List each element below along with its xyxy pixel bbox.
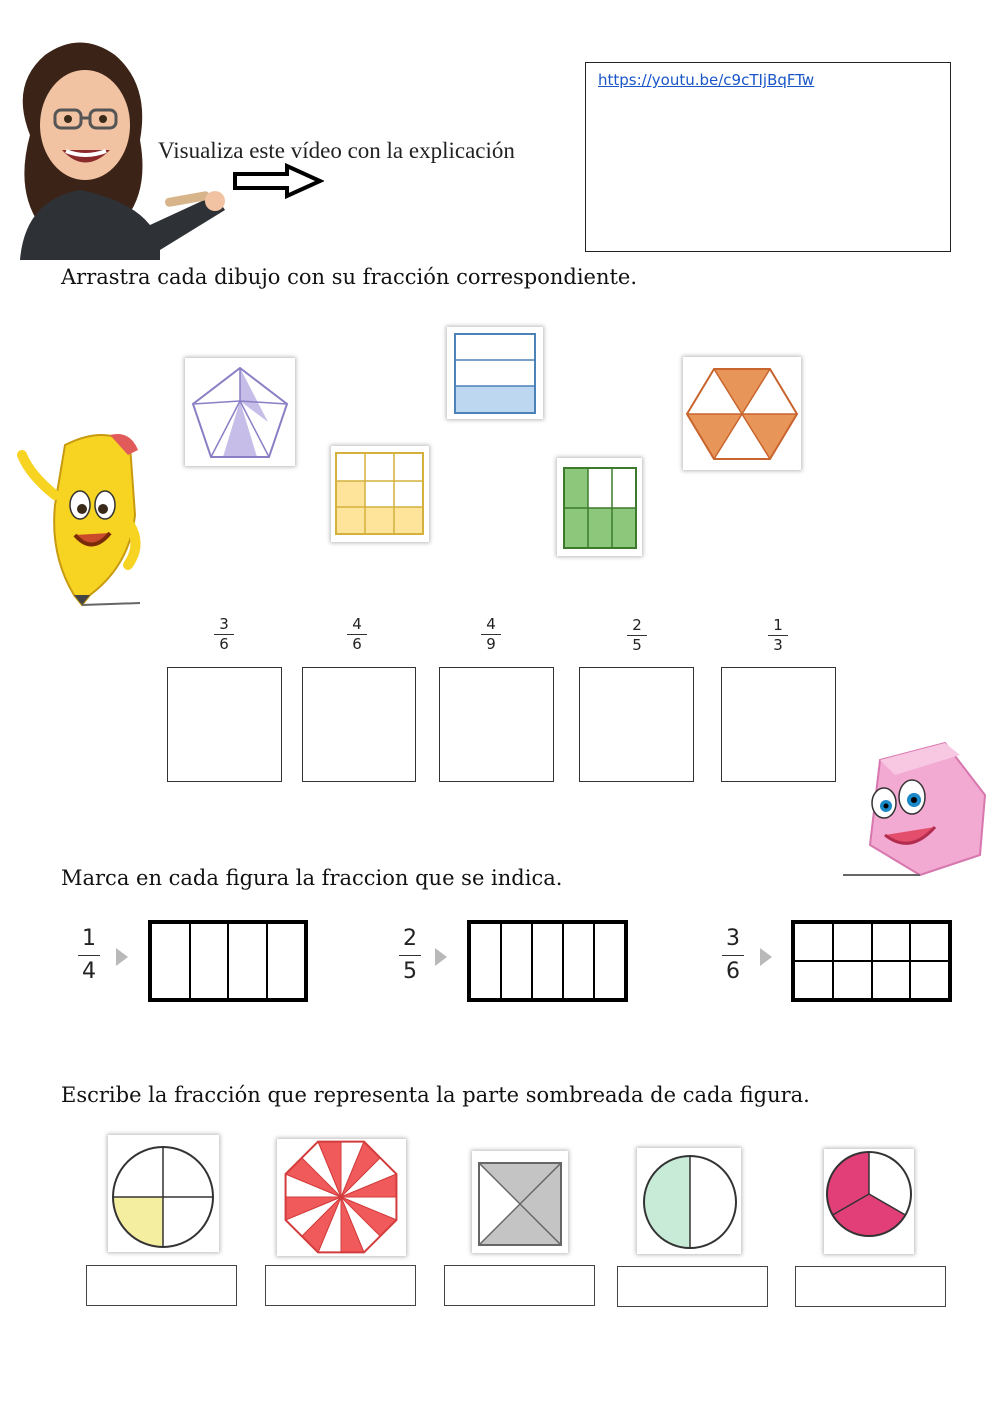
answer-input[interactable] (795, 1266, 946, 1307)
intro-text: Visualiza este vídeo con la explicación (158, 138, 515, 163)
section3-instruction: Escribe la fracción que representa la parte sombreada de cada figura. (61, 1083, 810, 1107)
shaded-figure-circle-halves (637, 1148, 741, 1254)
target-fraction: 1 3 (763, 618, 793, 653)
mark-cell[interactable] (228, 923, 267, 999)
shaded-figure-circle-thirds (824, 1149, 914, 1254)
mark-cell[interactable] (267, 923, 306, 999)
mark-figure[interactable] (148, 920, 308, 1002)
pointer-triangle-icon (116, 948, 128, 966)
mark-cell[interactable] (833, 961, 872, 999)
drop-zone[interactable] (439, 667, 554, 782)
drag-figure-rectangle-thirds[interactable] (447, 327, 543, 419)
target-fraction: 4 9 (476, 617, 506, 652)
shaded-figure-square (472, 1151, 568, 1253)
mark-cell[interactable] (910, 923, 949, 961)
mark-cell[interactable] (470, 923, 501, 999)
drop-zone[interactable] (579, 667, 694, 782)
drop-zone[interactable] (302, 667, 416, 782)
shaded-figure-circle-quarters (108, 1135, 219, 1252)
section2-instruction: Marca en cada figura la fraccion que se indica. (61, 866, 563, 890)
pointer-triangle-icon (760, 948, 772, 966)
mark-cell[interactable] (594, 923, 625, 999)
mark-cell[interactable] (501, 923, 532, 999)
drop-zone[interactable] (167, 667, 282, 782)
drop-zone[interactable] (721, 667, 836, 782)
shaded-figure-octagon (277, 1139, 406, 1256)
mark-cell[interactable] (910, 961, 949, 999)
answer-input[interactable] (617, 1266, 768, 1307)
mark-cell[interactable] (794, 923, 833, 961)
mark-cell[interactable] (794, 961, 833, 999)
mark-fraction: 2 5 (395, 928, 425, 983)
section1-instruction: Arrastra cada dibujo con su fracción correspondiente. (61, 265, 638, 289)
pencil-mascot (10, 415, 145, 610)
answer-input[interactable] (265, 1265, 416, 1306)
mark-cell[interactable] (563, 923, 594, 999)
mark-figure[interactable] (791, 920, 952, 1002)
drag-figure-grid-3x3[interactable] (331, 446, 429, 542)
eraser-mascot (840, 735, 990, 880)
mark-cell[interactable] (190, 923, 229, 999)
pointer-triangle-icon (435, 948, 447, 966)
target-fraction: 3 6 (209, 617, 239, 652)
right-arrow-icon (232, 163, 324, 199)
mark-cell[interactable] (872, 923, 911, 961)
mark-cell[interactable] (151, 923, 190, 999)
mark-fraction: 3 6 (718, 928, 748, 983)
target-fraction: 2 5 (622, 618, 652, 653)
video-link[interactable]: https://youtu.be/c9cTIjBqFTw (598, 71, 815, 89)
mark-cell[interactable] (833, 923, 872, 961)
mark-cell[interactable] (872, 961, 911, 999)
video-box (585, 62, 951, 252)
drag-figure-grid-2x3[interactable] (557, 458, 642, 556)
answer-input[interactable] (86, 1265, 237, 1306)
drag-figure-pentagon[interactable] (185, 358, 295, 466)
drag-figure-hexagon[interactable] (683, 357, 801, 470)
target-fraction: 4 6 (342, 617, 372, 652)
mark-cell[interactable] (532, 923, 563, 999)
mark-fraction: 1 4 (74, 928, 104, 983)
mark-figure[interactable] (467, 920, 628, 1002)
answer-input[interactable] (444, 1265, 595, 1306)
